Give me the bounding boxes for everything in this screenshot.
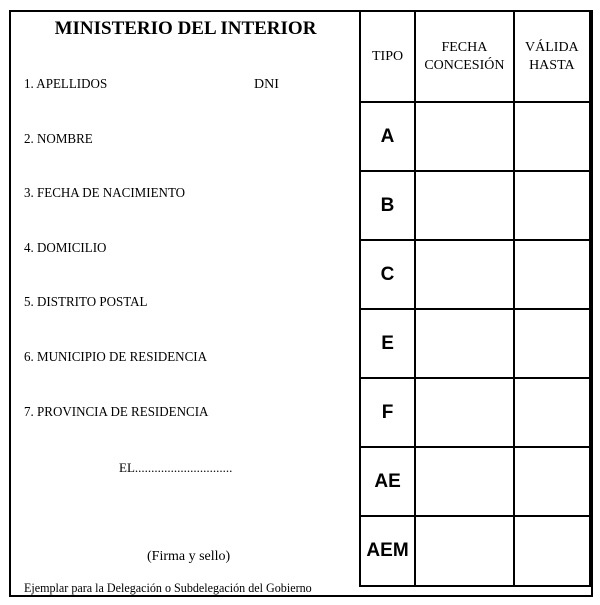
- type-cell: AE: [360, 447, 415, 516]
- fecha-cell: [415, 102, 514, 171]
- field-fecha-nacimiento: 3. FECHA DE NACIMIENTO: [24, 186, 186, 201]
- fecha-cell: [415, 378, 514, 447]
- header-fecha-line2: CONCESIÓN: [424, 57, 505, 73]
- table-row: [360, 240, 590, 309]
- type-cell: E: [360, 309, 415, 378]
- valida-cell: [514, 378, 590, 447]
- field-dni: DNI: [254, 77, 279, 92]
- field-nombre: 2. NOMBRE: [24, 132, 93, 147]
- header-tipo: [360, 11, 415, 102]
- type-cell: F: [360, 378, 415, 447]
- license-types-table: [359, 10, 591, 587]
- place-date-line: EL..............................: [119, 460, 233, 475]
- license-form: [9, 10, 593, 597]
- header-tipo-label: TIPO: [371, 48, 404, 64]
- personal-data-section: [11, 12, 360, 595]
- header-fecha-line1: FECHA: [441, 39, 488, 55]
- table-row: [360, 171, 590, 240]
- table-row: [360, 309, 590, 378]
- table-row: [360, 378, 590, 447]
- header-valida-hasta: [514, 11, 590, 102]
- type-cell: AEM: [360, 516, 415, 586]
- fecha-cell: [415, 447, 514, 516]
- header-valida-line1: VÁLIDA: [525, 39, 579, 55]
- valida-cell: [514, 102, 590, 171]
- valida-cell: [514, 171, 590, 240]
- valida-cell: [514, 309, 590, 378]
- fecha-cell: [415, 171, 514, 240]
- type-cell: C: [360, 240, 415, 309]
- type-cell: B: [360, 171, 415, 240]
- fecha-cell: [415, 240, 514, 309]
- fecha-cell: [415, 309, 514, 378]
- copy-note: Ejemplar para la Delegación o Subdelegación del Gobierno: [24, 580, 312, 595]
- type-cell: A: [360, 102, 415, 171]
- field-domicilio: 4. DOMICILIO: [24, 241, 107, 256]
- valida-cell: [514, 447, 590, 516]
- table-row: [360, 102, 590, 171]
- signature-label: (Firma y sello): [147, 549, 231, 564]
- header-fecha-concesion: [415, 11, 514, 102]
- field-apellidos: 1. APELLIDOS: [24, 77, 108, 92]
- fecha-cell: [415, 516, 514, 586]
- valida-cell: [514, 516, 590, 586]
- table-row: [360, 516, 590, 586]
- table-header-row: [360, 11, 590, 102]
- form-title: MINISTERIO DEL INTERIOR: [54, 18, 317, 39]
- valida-cell: [514, 240, 590, 309]
- table-row: [360, 447, 590, 516]
- field-provincia: 7. PROVINCIA DE RESIDENCIA: [24, 405, 209, 420]
- field-municipio: 6. MUNICIPIO DE RESIDENCIA: [24, 350, 208, 365]
- header-valida-line2: HASTA: [529, 57, 575, 73]
- field-distrito-postal: 5. DISTRITO POSTAL: [24, 295, 148, 310]
